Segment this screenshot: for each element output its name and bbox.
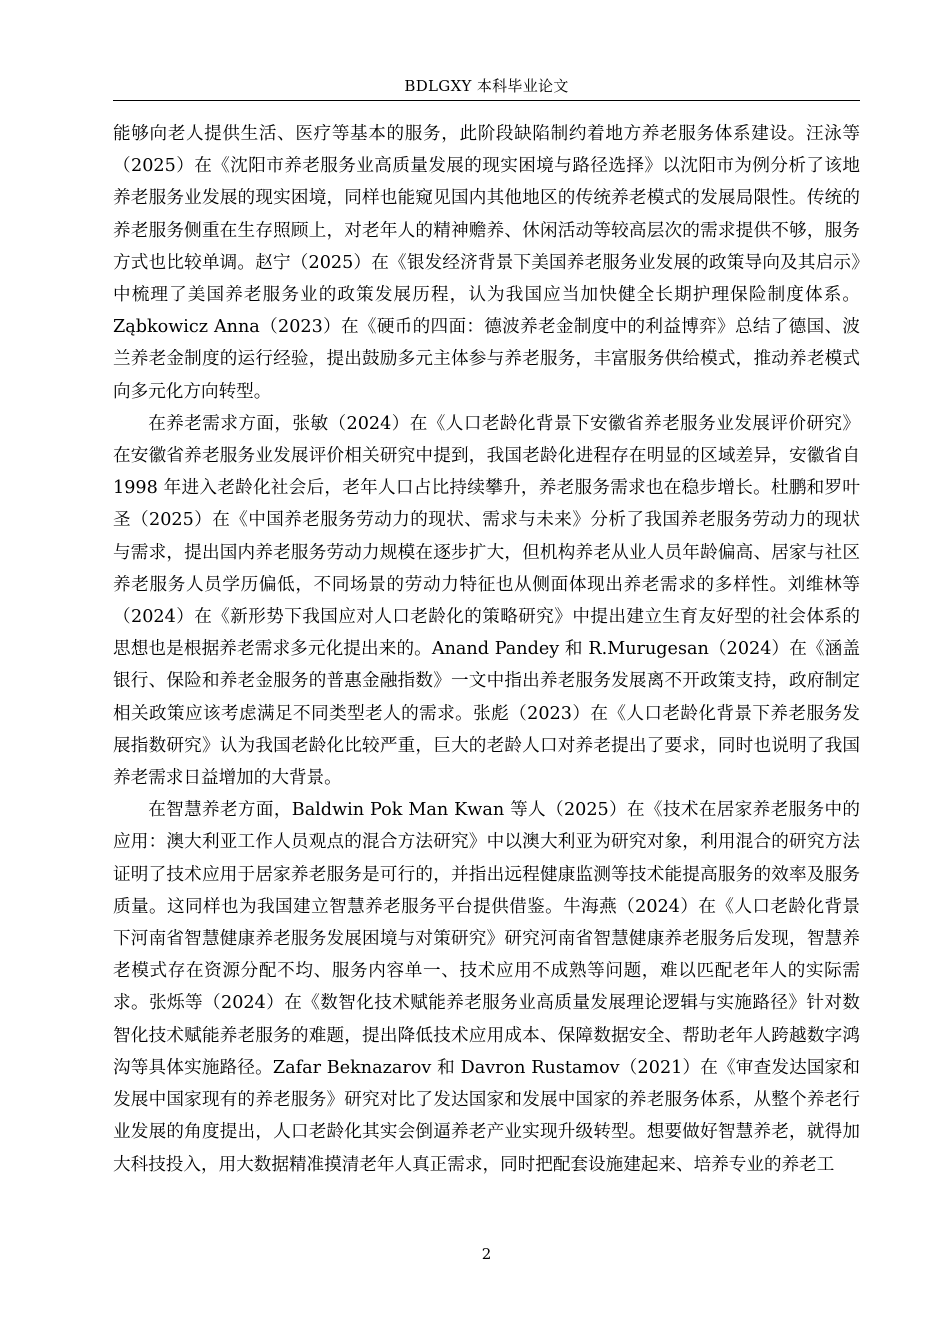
running-header: BDLGXY 本科毕业论文 [404, 77, 569, 95]
paragraph-3: 在智慧养老方面，Baldwin Pok Man Kwan 等人（2025）在《技术在居家养老服务中的应用：澳大利亚工作人员观点的混合方法研究》中以澳大利亚为研究对象，利用混合的研究方法证明了技术应用于居家养老服务是可行的，并指出远程健康监测等技术能提高服务的效率及服务质量。这同样也为我国建立智慧养老服务平台提供借鉴。牛海燕（2024）在《人口老龄化背景下河南省智慧健康养老服务发展困境与对策研究》研究河南省智慧健康养老服务后发现，智慧养老模式存在资源分配不均、服务内容单一、技术应用不成熟等问题，难以匹配老年人的实际需求。张烁等（2024）在《数智化技术赋能养老服务业高质量发展理论逻辑与实施路径》针对数智化技术赋能养老服务的难题，提出降低技术应用成本、保障数据安全、帮助老年人跨越数字鸿沟等具体实施路径。Zafar Beknazarov 和 Davron Rustamov（2021）在《审查发达国家和发展中国家现有的养老服务》研究对比了发达国家和发展中国家的养老服务体系，从整个养老行业发展的角度提出，人口老龄化其实会倒逼养老产业实现升级转型。想要做好智慧养老，就得加大科技投入，用大数据精准摸清老年人真正需求，同时把配套设施建起来、培养专业的养老工 [113, 800, 860, 1175]
paragraph-2: 在养老需求方面，张敏（2024）在《人口老龄化背景下安徽省养老服务业发展评价研究》在安徽省养老服务业发展评价相关研究中提到，我国老龄化进程存在明显的区域差异，安徽省自 1998 年进入老龄化社会后，老年人口占比持续攀升，养老服务需求也在稳步增长。杜鹏和罗叶圣（2025）在《中国养老服务劳动力的现状、需求与未来》分析了我国养老服务劳动力的现状与需求，提出国内养老服务劳动力规模在逐步扩大，但机构养老从业人员年龄偏高、居家与社区养老服务人员学历偏低，不同场景的劳动力特征也从侧面体现出养老需求的多样性。刘维林等（2024）在《新形势下我国应对人口老龄化的策略研究》中提出建立生育友好型的社会体系的思想也是根据养老需求多元化提出来的。Anand Pandey 和 R.Murugesan（2024）在《涵盖银行、保险和养老金服务的普惠金融指数》一文中指出养老服务发展离不开政策支持，政府制定相关政策应该考虑满足不同类型老人的需求。张彪（2023）在《人口老龄化背景下养老服务发展指数研究》认为我国老龄化比较严重，巨大的老龄人口对养老提出了要求，同时也说明了我国养老需求日益增加的大背景。 [113, 413, 860, 789]
header-rule [113, 100, 860, 101]
body-text [113, 118, 860, 1181]
page-number: 2 [481, 1245, 492, 1263]
paragraph-1: 能够向老人提供生活、医疗等基本的服务，此阶段缺陷制约着地方养老服务体系建设。汪泳等（2025）在《沈阳市养老服务业高质量发展的现实困境与路径选择》以沈阳市为例分析了该地养老服务业发展的现实困境，同样也能窥见国内其他地区的传统养老模式的发展局限性。传统的养老服务侧重在生存照顾上，对老年人的精神赡养、休闲活动等较高层次的需求提供不够，服务方式也比较单调。赵宁（2025）在《银发经济背景下美国养老服务业发展的政策导向及其启示》中梳理了美国养老服务业的政策发展历程，认为我国应当加快健全长期护理保险制度体系。Ząbkowicz Anna（2023）在《硬币的四面：德波养老金制度中的利益博弈》总结了德国、波兰养老金制度的运行经验，提出鼓励多元主体参与养老服务，丰富服务供给模式，推动养老模式向多元化方向转型。 [113, 124, 860, 402]
